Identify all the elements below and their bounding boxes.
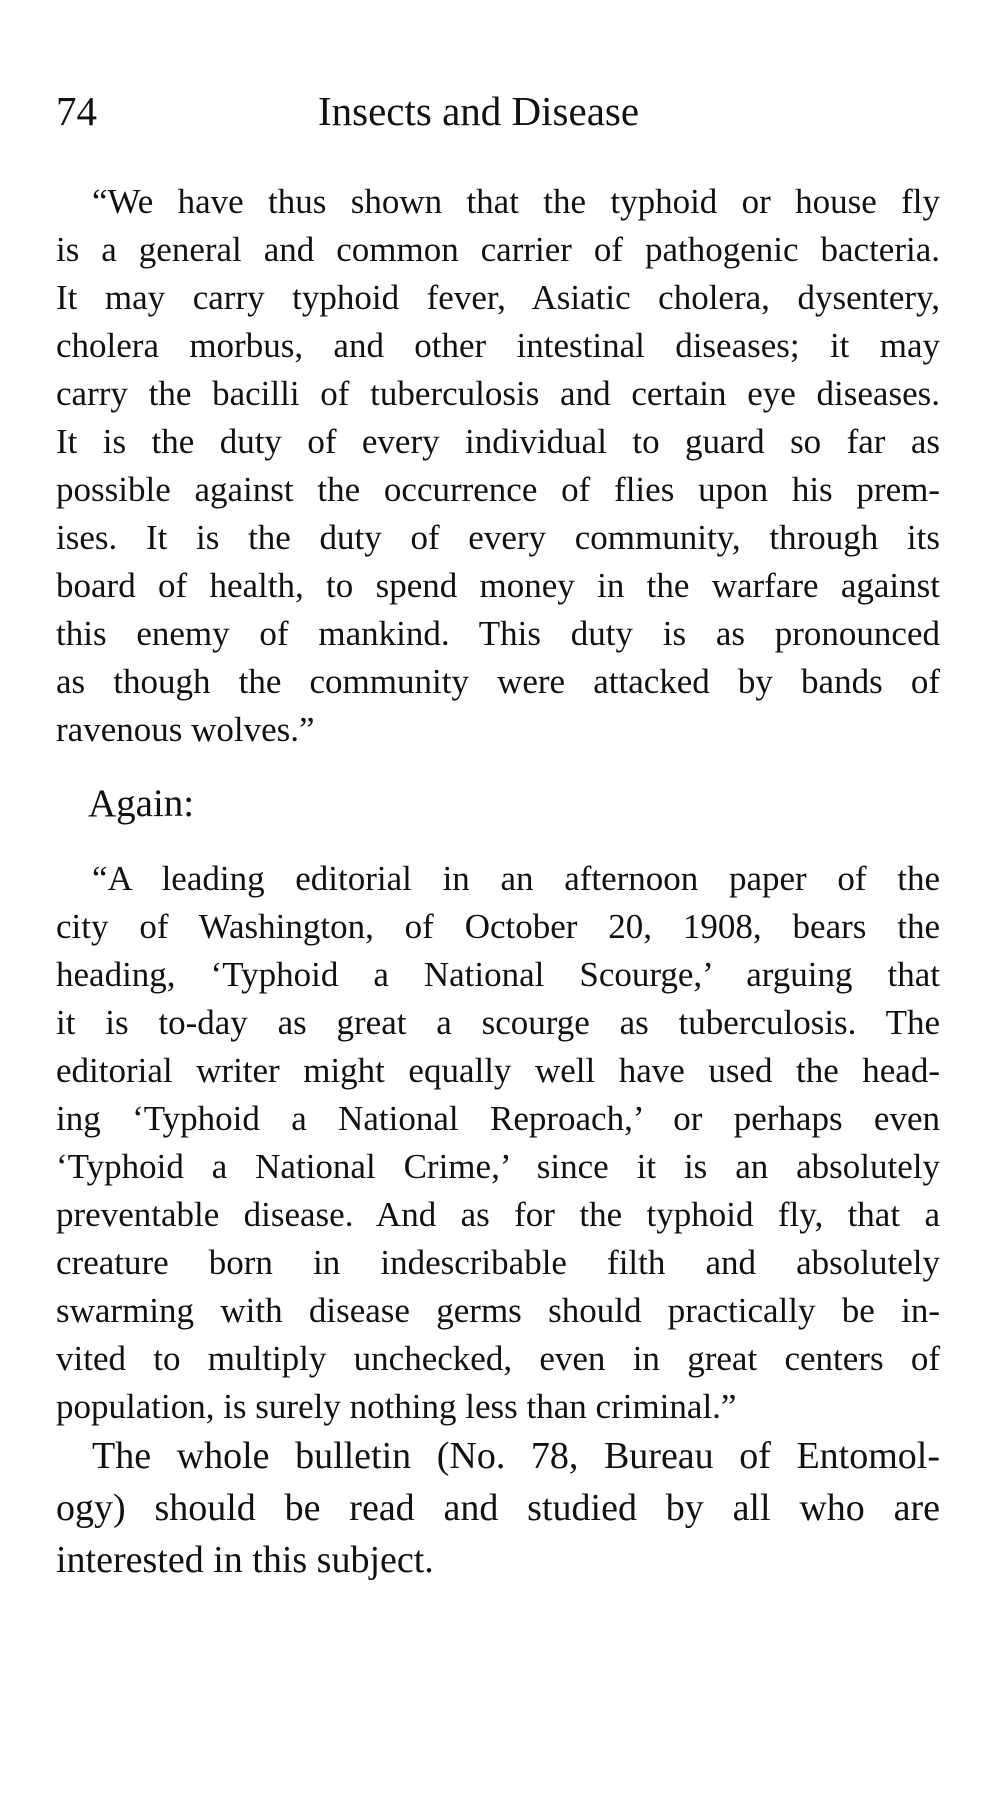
text-line: “A leading editorial in an afternoon paper of the — [92, 859, 940, 898]
text-line: ing ‘Typhoid a National Reproach,’ or perhaps even — [56, 1099, 940, 1138]
text-line: as though the community were attacked by bands of — [56, 662, 940, 701]
text-line: creature born in indescribable filth and absolutely — [56, 1243, 940, 1282]
again-label: Again: — [88, 782, 195, 825]
text-line: heading, ‘Typhoid a National Scourge,’ arguing that — [56, 955, 940, 994]
text-line: city of Washington, of October 20, 1908, bears the — [56, 907, 940, 946]
text-line: this enemy of mankind. This duty is as pronounced — [56, 614, 940, 653]
text-line: “We have thus shown that the typhoid or house fly — [92, 182, 940, 221]
text-line: is a general and common carrier of pathogenic bacteria. — [56, 230, 940, 269]
page-number: 74 — [56, 88, 97, 134]
text-line: it is to-day as great a scourge as tuberculosis. The — [56, 1003, 940, 1042]
text-line: ‘Typhoid a National Crime,’ since it is an absolutely — [56, 1147, 940, 1186]
text-line: possible against the occurrence of flies upon his prem- — [56, 470, 940, 509]
quote-paragraph-2 — [56, 855, 940, 1431]
text-line: editorial writer might equally well have used the head- — [56, 1051, 940, 1090]
text-line: interested in this subject. — [56, 1539, 434, 1581]
text-line: The whole bulletin (No. 78, Bureau of Entomol- — [92, 1435, 940, 1477]
text-line: It is the duty of every individual to guard so far as — [56, 422, 940, 461]
text-line: cholera morbus, and other intestinal diseases; it may — [56, 326, 940, 365]
text-line: carry the bacilli of tuberculosis and certain eye diseases. — [56, 374, 940, 413]
text-line: swarming with disease germs should practically be in- — [56, 1291, 940, 1330]
text-line: ravenous wolves.” — [56, 710, 315, 749]
text-line: ogy) should be read and studied by all who are — [56, 1487, 940, 1529]
quote-paragraph-1 — [56, 178, 940, 754]
text-line: It may carry typhoid fever, Asiatic cholera, dysentery, — [56, 278, 940, 317]
closing-paragraph — [56, 1430, 940, 1586]
text-line: board of health, to spend money in the warfare against — [56, 566, 940, 605]
text-line: vited to multiply unchecked, even in great centers of — [56, 1339, 940, 1378]
text-line: preventable disease. And as for the typhoid fly, that a — [56, 1195, 940, 1234]
text-line: population, is surely nothing less than criminal.” — [56, 1387, 737, 1426]
running-title: Insects and Disease — [318, 88, 640, 134]
text-line: ises. It is the duty of every community, through its — [56, 518, 940, 557]
